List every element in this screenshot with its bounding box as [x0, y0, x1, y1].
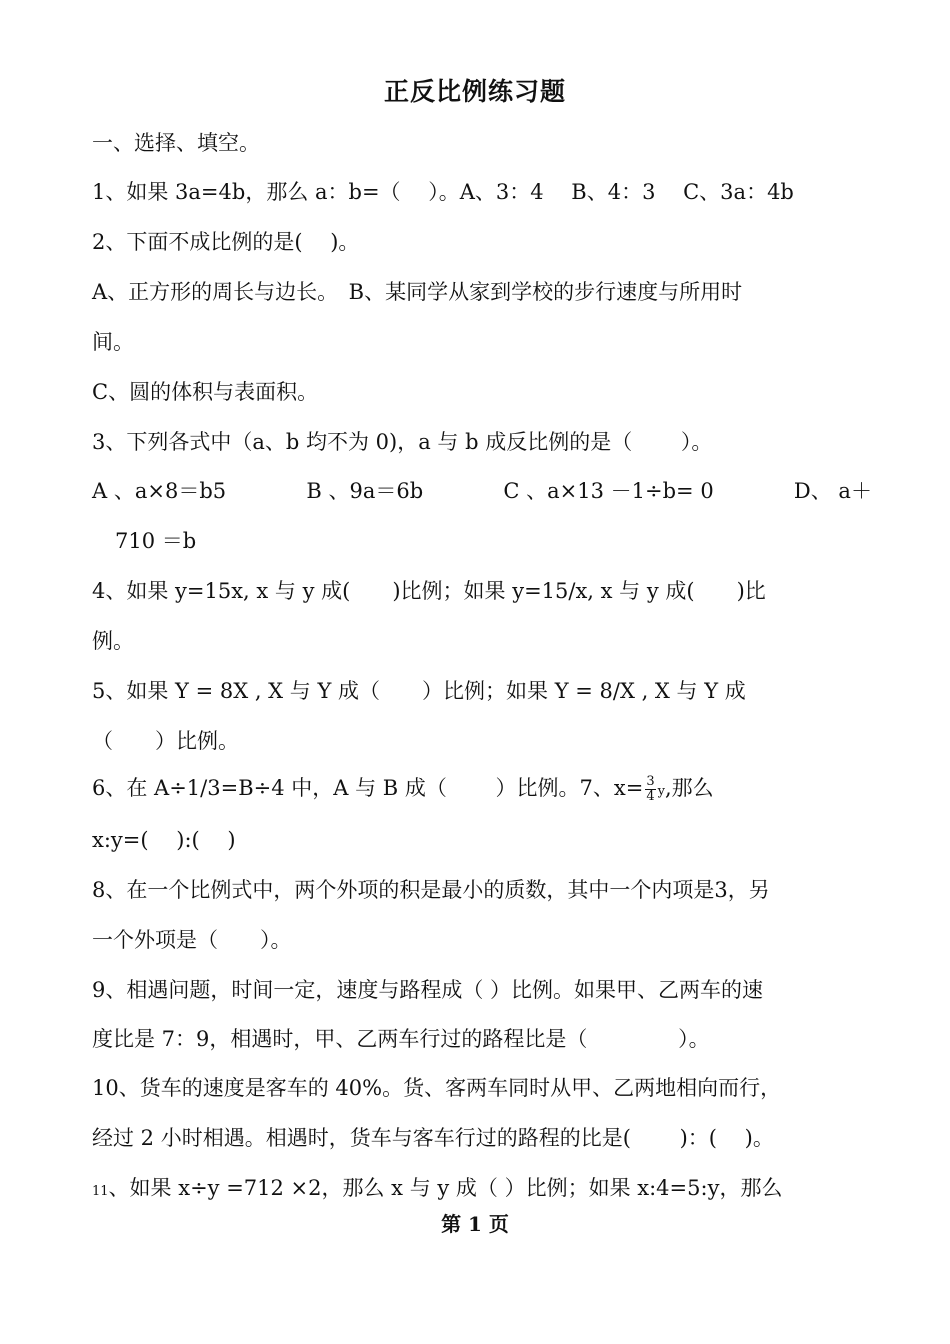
- question-3: 3、下列各式中（a、b 均不为 0)，a 与 b 成反比例的是（ ）。: [92, 430, 713, 454]
- page-title: 正反比例练习题: [383, 77, 566, 106]
- question-10-cont: 经过 2 小时相遇。相遇时，货车与客车行过的路程的比是( )：( )。: [92, 1126, 774, 1150]
- question-9: 9、相遇问题，时间一定，速度与路程成（ ）比例。如果甲、乙两车的速: [92, 978, 764, 1002]
- question-5-cont: （ ）比例。: [92, 729, 239, 753]
- fraction-numerator: 3: [646, 774, 655, 789]
- question-2-option-b-cont: 间。: [92, 330, 134, 354]
- question-6-7: [92, 773, 872, 807]
- fraction-three-quarters: [645, 775, 655, 804]
- question-9-cont: 度比是 7：9，相遇时，甲、乙两车行过的路程比是（ ）。: [92, 1027, 710, 1051]
- question-7-cont: x:y=( ):( ): [92, 828, 236, 852]
- q3-option-d: D、 a＋: [793, 479, 872, 503]
- question-4-cont: 例。: [92, 629, 134, 653]
- question-5: 5、如果 Y = 8X , X 与 Y 成（ ）比例；如果 Y = 8/X , X 与 Y 成: [92, 679, 746, 703]
- q11-text: 、如果 x÷y =712 ×2，那么 x 与 y 成（ ）比例；如果 x:4=5:y，那么: [108, 1176, 783, 1200]
- question-8: 8、在一个比例式中，两个外项的积是最小的质数，其中一个内项是3，另: [92, 878, 770, 902]
- section-heading: 一、选择、填空。: [92, 131, 260, 155]
- question-2: 2、下面不成比例的是( )。: [92, 230, 360, 254]
- question-10: 10、货车的速度是客车的 40%。货、客两车同时从甲、乙两地相向而行，: [92, 1076, 782, 1100]
- q3-option-b: B 、9a＝6b: [306, 479, 424, 503]
- q3-option-c: C 、a×13 －1÷b= 0: [503, 479, 714, 503]
- question-6-text: 6、在 A÷1/3=B÷4 中，A 与 B 成（ ）比例。7、x=: [92, 776, 644, 800]
- q11-number: 11: [92, 1184, 109, 1199]
- question-11: [92, 1173, 872, 1207]
- question-8-cont: 一个外项是（ ）。: [92, 928, 292, 952]
- q7-tail: ,那么: [665, 776, 714, 800]
- question-4: 4、如果 y=15x, x 与 y 成( )比例；如果 y=15/x, x 与 y 成( )比: [92, 579, 766, 603]
- question-2-option-c: C、圆的体积与表面积。: [92, 380, 319, 404]
- question-1: 1、如果 3a=4b，那么 a：b=（ ）。A、3：4 B、4：3 C、3a：4b: [92, 180, 794, 204]
- q3-option-a: A 、a×8＝b5: [92, 479, 227, 503]
- question-2-options-ab: A、正方形的周长与边长。 B、某同学从家到学校的步行速度与所用时: [92, 280, 743, 304]
- fraction-denominator: 4: [646, 789, 655, 804]
- page-number: 第 1 页: [441, 1212, 509, 1236]
- question-3-option-d-cont: 710 ＝b: [115, 529, 197, 553]
- question-3-options: [92, 476, 872, 506]
- q7-variable: y: [657, 784, 665, 799]
